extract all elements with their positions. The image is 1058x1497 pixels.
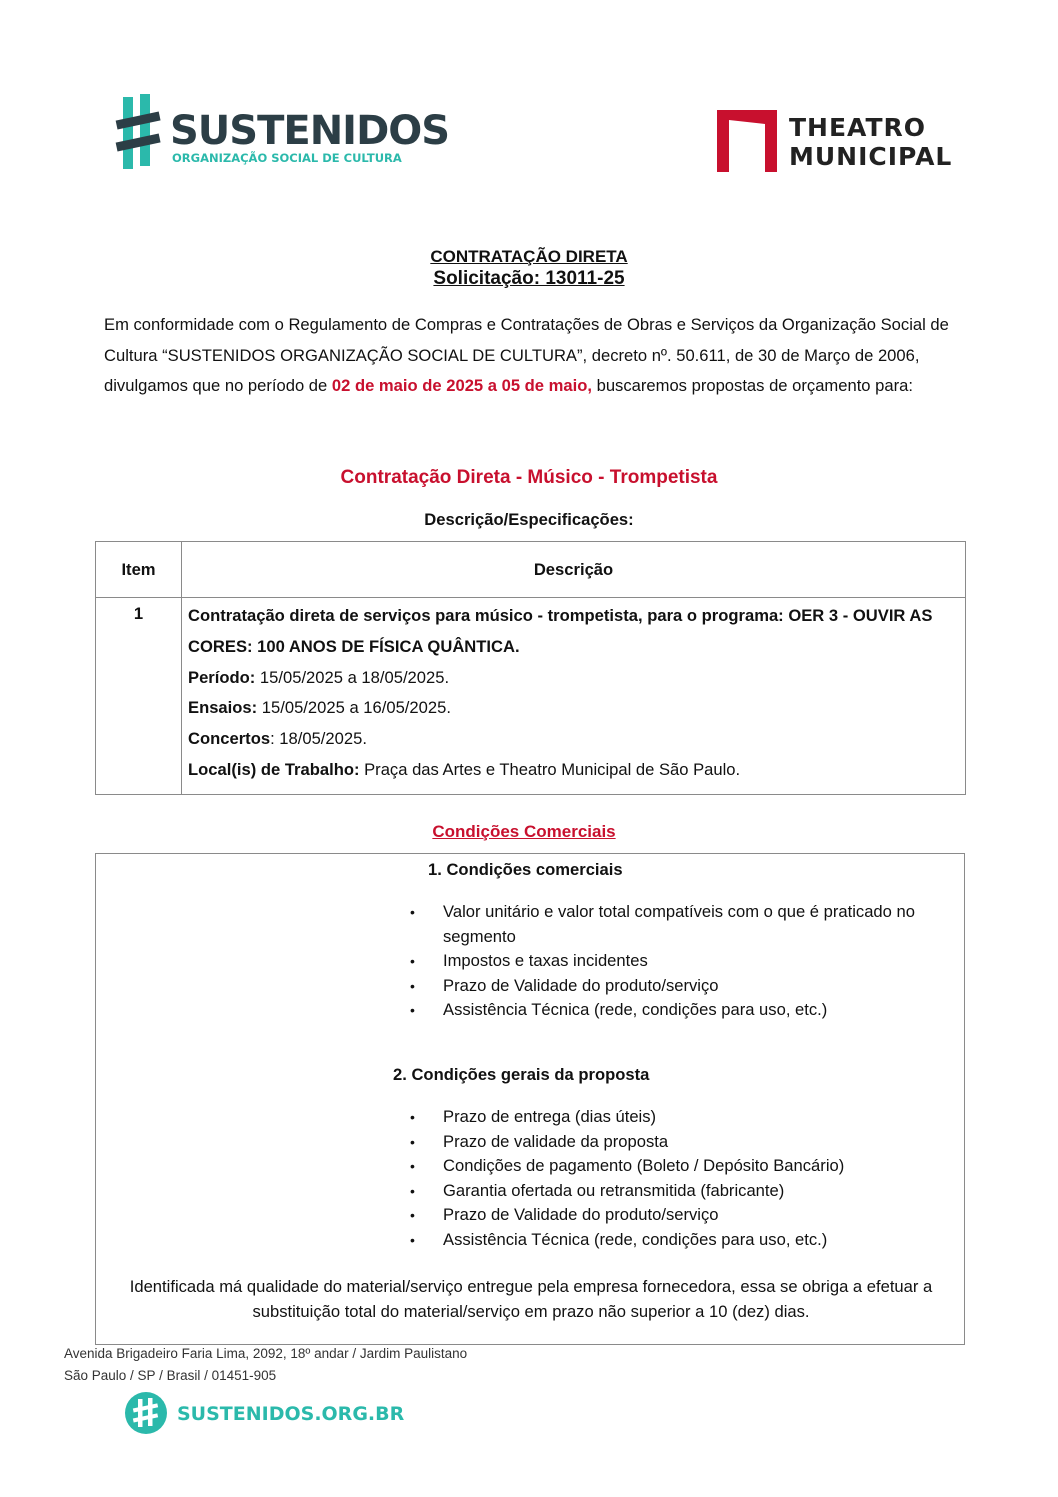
conditions-section1-list [408,900,933,1023]
conditions-title: Condições Comerciais [432,822,616,841]
list-item: • Prazo de Validade do produto/serviço [408,1203,948,1228]
footer-address-line2: São Paulo / SP / Brasil / 01451-905 [64,1367,277,1383]
footer-website: SUSTENIDOS.ORG.BR [177,1403,405,1425]
list-item: • Prazo de validade da proposta [408,1130,948,1155]
conditions-section2-title: 2. Condições gerais da proposta [393,1065,650,1084]
list-item: • Garantia ofertada ou retransmitida (fabricante) [408,1179,948,1204]
row-description [182,598,966,795]
theatro-municipal-logo [715,108,955,174]
intro-paragraph: Em conformidade com o Regulamento de Compras e Contratações de Obras e Serviços da Organização Social de Cultura “SUSTENIDOS ORGANIZAÇÃO SOCIAL DE CULTURA”, decreto nº. 50.611, de 30 de Março de 2006, divulgamos que no período de 02 de maio de 2025 a 05 de maio, buscaremos propostas de orçamento para: [104,315,949,395]
period-highlight: 02 de maio de 2025 a 05 de maio, [331,376,592,395]
table-header-row [96,542,966,598]
theatro-logo-line1: THEATRO [789,113,927,142]
list-item: • Prazo de entrega (dias úteis) [408,1105,948,1130]
conditions-section1-title: 1. Condições comerciais [428,860,623,879]
request-number: Solicitação: 13011-25 [433,268,625,289]
sustenidos-logo [116,92,450,172]
hash-circle-icon [125,1392,167,1434]
list-item: • Assistência Técnica (rede, condições para uso, etc.) [408,1228,948,1253]
spec-table [95,541,966,795]
footer-address-line1: Avenida Brigadeiro Faria Lima, 2092, 18º andar / Jardim Paulistano [64,1346,468,1361]
contract-subtitle: Contratação Direta - Músico - Trompetista [340,467,718,488]
spec-heading: Descrição/Especificações: [424,510,634,529]
conditions-box [95,853,965,1345]
list-item: • Assistência Técnica (rede, condições para uso, etc.) [408,998,933,1023]
conditions-section2-list [408,1105,948,1253]
theatro-logo-line2: MUNICIPAL [789,142,953,171]
list-item: • Prazo de Validade do produto/serviço [408,974,933,999]
row-period: Período: 15/05/2025 a 18/05/2025. [188,667,450,687]
sustenidos-logo-tagline: ORGANIZAÇÃO SOCIAL DE CULTURA [172,151,402,165]
list-item: • Condições de pagamento (Boleto / Depósito Bancário) [408,1154,948,1179]
row-location: Local(is) de Trabalho: Praça das Artes e Theatro Municipal de São Paulo. [188,759,741,779]
row-rehearsal: Ensaios: 15/05/2025 a 16/05/2025. [188,698,451,718]
row-concert: Concertos: 18/05/2025. [188,729,367,749]
header-item: Item [96,542,182,598]
sustenidos-logo-name: SUSTENIDOS [170,108,450,154]
row-item-number: 1 [96,598,182,795]
document-title: CONTRATAÇÃO DIRETA [430,247,628,266]
footer-address [64,1343,467,1386]
footer-website-logo [124,1391,405,1435]
conditions-note: Identificada má qualidade do material/serviço entregue pela empresa fornecedora, essa se obriga a efetuar a substituição total do material/serviço em prazo não superior a 10 (dez) dias. [129,1277,933,1321]
theatro-arch-icon [717,110,777,172]
row-title: Contratação direta de serviços para músico - trompetista, para o programa: OER 3 - OUVIR AS CORES: 100 ANOS DE FÍSICA QUÂNTICA. [188,606,933,656]
hash-icon [116,94,161,169]
table-row [96,598,966,795]
list-item: • Valor unitário e valor total compatíveis com o que é praticado no segmento [408,900,933,949]
header-description: Descrição [182,542,966,598]
list-item: • Impostos e taxas incidentes [408,949,933,974]
